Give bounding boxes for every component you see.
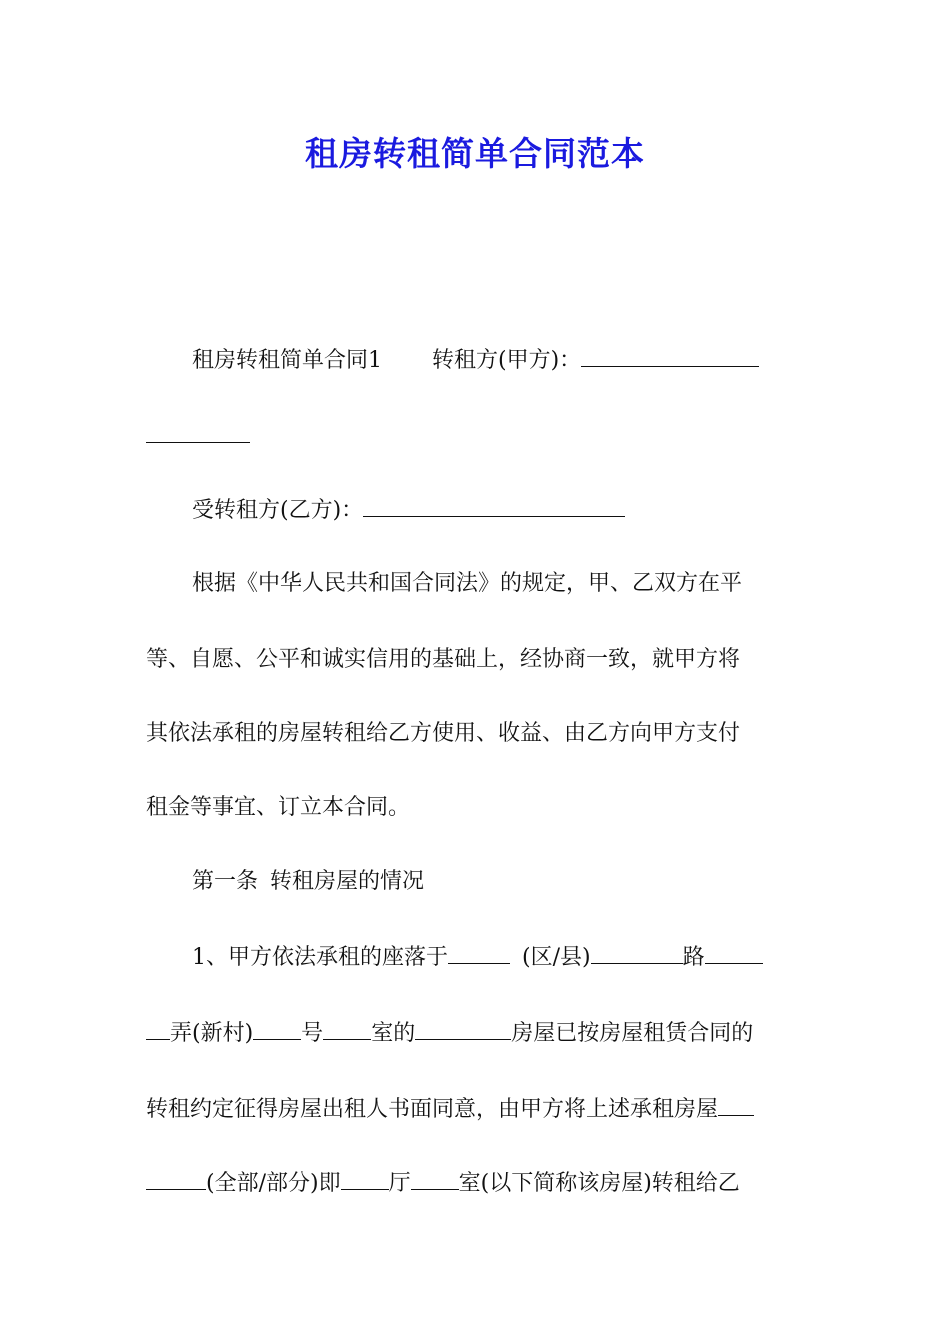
road-label: 路 <box>682 945 705 970</box>
scope-label: (全部/部分)即 <box>206 1171 341 1196</box>
hall-blank <box>341 1167 389 1190</box>
contract-line-3 <box>146 494 806 526</box>
lessor-blank-continued <box>146 420 250 443</box>
road-blank <box>705 941 763 964</box>
lane-blank <box>146 1017 170 1040</box>
room-blank <box>323 1017 371 1040</box>
paragraph-text: 租金等事宜、订立本合同。 <box>146 795 411 820</box>
lessee-label: 受转租方(乙方)： <box>192 498 364 523</box>
contract-number-text: 租房转租简单合同1 <box>192 348 382 373</box>
clause-text: 1、甲方依法承租的座落于 <box>192 945 448 970</box>
paragraph-line-1 <box>146 569 806 599</box>
clause-line-3 <box>146 1093 806 1125</box>
scope-blank <box>718 1093 754 1116</box>
district-blank <box>591 941 683 964</box>
scope-blank-continued <box>146 1167 206 1190</box>
contract-line-2 <box>146 420 806 452</box>
article-title: 转租房屋的情况 <box>270 869 425 894</box>
document-title: 租房转租简单合同范本 <box>305 134 645 173</box>
district-label: (区/县) <box>522 945 591 970</box>
article-heading <box>146 867 806 897</box>
contract-line-1 <box>146 344 806 376</box>
location-blank <box>448 941 510 964</box>
paragraph-text: 根据《中华人民共和国合同法》的规定，甲、乙双方在平 <box>192 571 743 596</box>
lessor-blank <box>581 344 759 367</box>
room-label: 室的 <box>371 1021 416 1046</box>
paragraph-line-3 <box>146 719 806 749</box>
house-type-blank <box>415 1017 511 1040</box>
clause-line-4 <box>146 1167 806 1199</box>
lessor-label: 转租方(甲方)： <box>432 348 582 373</box>
paragraph-text: 等、自愿、公平和诚实信用的基础上，经协商一致，就甲方将 <box>146 647 741 672</box>
paragraph-text: 其依法承租的房屋转租给乙方使用、收益、由乙方向甲方支付 <box>146 721 741 746</box>
number-blank <box>253 1017 301 1040</box>
hall-label: 厅 <box>388 1171 411 1196</box>
clause-line-1 <box>146 941 806 973</box>
article-number: 第一条 <box>192 869 259 894</box>
clause-text: 房屋已按房屋租赁合同的 <box>511 1021 754 1046</box>
rooms-blank <box>411 1167 459 1190</box>
lessee-blank <box>363 494 625 517</box>
lane-label: 弄(新村) <box>170 1021 254 1046</box>
paragraph-line-4 <box>146 793 806 823</box>
number-label: 号 <box>301 1021 324 1046</box>
clause-text: 室(以下简称该房屋)转租给乙 <box>458 1171 740 1196</box>
clause-text: 转租约定征得房屋出租人书面同意，由甲方将上述承租房屋 <box>146 1097 719 1122</box>
paragraph-line-2 <box>146 645 806 675</box>
clause-line-2 <box>146 1017 806 1049</box>
